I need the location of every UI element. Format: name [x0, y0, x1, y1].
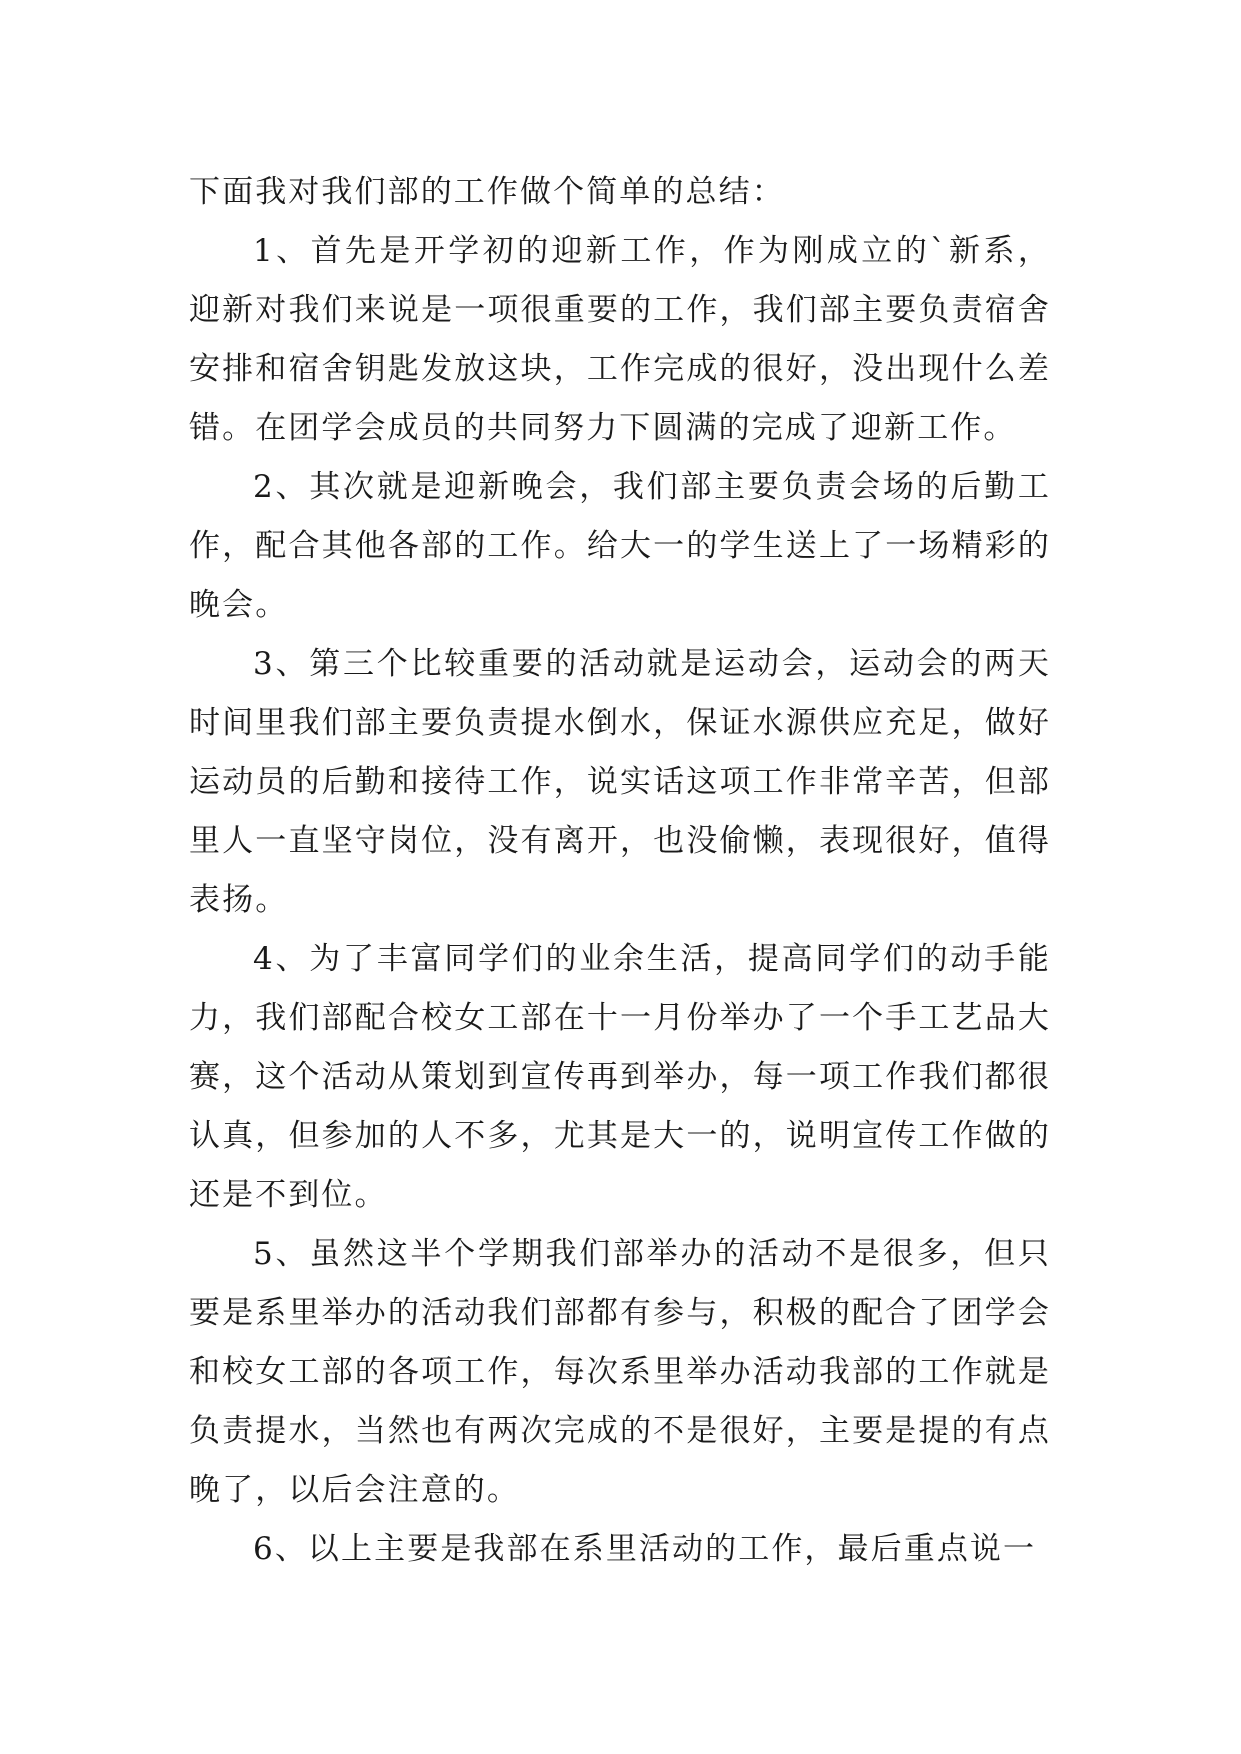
paragraph-item-6: 6、以上主要是我部在系里活动的工作，最后重点说一	[253, 1531, 1037, 1567]
intro-paragraph: 下面我对我们部的工作做个简单的总结：	[189, 174, 785, 210]
document-body	[189, 163, 1051, 1579]
paragraph-item-1: 1、首先是开学初的迎新工作，作为刚成立的`新系，迎新对我们来说是一项很重要的工作，我们部主要负责宿舍安排和宿舍钥匙发放这块，工作完成的很好，没出现什么差错。在团学会成员的共同努力下圆满的完成了迎新工作。	[189, 233, 1051, 446]
paragraph-item-4: 4、为了丰富同学们的业余生活，提高同学们的动手能力，我们部配合校女工部在十一月份举办了一个手工艺品大赛，这个活动从策划到宣传再到举办，每一项工作我们都很认真，但参加的人不多，尤其是大一的，说明宣传工作做的还是不到位。	[189, 941, 1051, 1213]
paragraph-item-5: 5、虽然这半个学期我们部举办的活动不是很多，但只要是系里举办的活动我们部都有参与，积极的配合了团学会和校女工部的各项工作，每次系里举办活动我部的工作就是负责提水，当然也有两次完成的不是很好，主要是提的有点晚了，以后会注意的。	[189, 1236, 1051, 1508]
paragraph-item-2: 2、其次就是迎新晚会，我们部主要负责会场的后勤工作，配合其他各部的工作。给大一的学生送上了一场精彩的晚会。	[189, 469, 1051, 623]
paragraph-item-3: 3、第三个比较重要的活动就是运动会，运动会的两天时间里我们部主要负责提水倒水，保证水源供应充足，做好运动员的后勤和接待工作，说实话这项工作非常辛苦，但部里人一直坚守岗位，没有离开，也没偷懒，表现很好，值得表扬。	[189, 646, 1051, 918]
